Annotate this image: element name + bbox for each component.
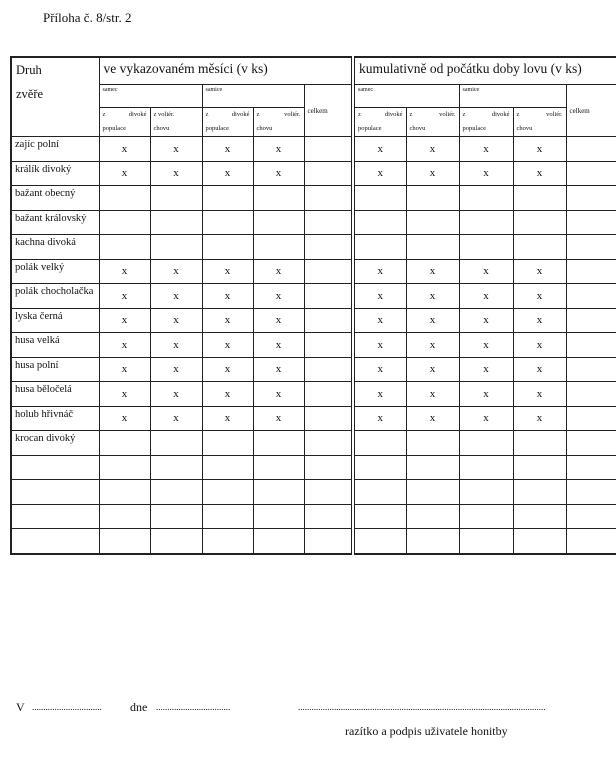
sub-header-text: voliér. xyxy=(439,111,456,118)
crossed-out-cell: x xyxy=(202,333,253,358)
species-name[interactable]: holub hřivnáč xyxy=(11,406,99,431)
species-name[interactable]: bažant královský xyxy=(11,210,99,235)
sub-header-text: voliér. xyxy=(546,111,563,118)
total-cell[interactable] xyxy=(566,480,616,505)
total-cell[interactable] xyxy=(566,161,616,186)
crossed-out-cell: x xyxy=(459,161,513,186)
count-cell[interactable] xyxy=(202,455,253,480)
crossed-out-cell: x xyxy=(253,259,304,284)
count-cell[interactable] xyxy=(406,529,459,554)
crossed-out-cell: x xyxy=(253,161,304,186)
count-cell[interactable] xyxy=(513,431,566,456)
species-name[interactable]: kachna divoká xyxy=(11,235,99,260)
count-cell[interactable] xyxy=(513,480,566,505)
crossed-out-cell: x xyxy=(459,259,513,284)
count-cell[interactable] xyxy=(253,455,304,480)
crossed-out-cell: x xyxy=(202,259,253,284)
crossed-out-cell: x xyxy=(513,259,566,284)
total-cell[interactable] xyxy=(304,504,353,529)
total-cell[interactable] xyxy=(304,406,353,431)
sub-header-text: z xyxy=(462,111,466,118)
crossed-out-cell: x xyxy=(406,161,459,186)
sub-header-text: voliér. xyxy=(284,111,301,118)
count-cell[interactable] xyxy=(353,186,406,211)
count-cell[interactable] xyxy=(406,235,459,260)
crossed-out-cell: x xyxy=(459,308,513,333)
count-cell[interactable] xyxy=(459,455,513,480)
sub-header-text: chovu xyxy=(256,125,273,132)
count-cell[interactable] xyxy=(459,480,513,505)
count-cell[interactable] xyxy=(459,529,513,554)
count-cell[interactable] xyxy=(353,431,406,456)
species-name[interactable] xyxy=(11,529,99,554)
count-cell[interactable] xyxy=(150,504,202,529)
table-row xyxy=(11,504,616,529)
table-row xyxy=(11,259,616,284)
table-row xyxy=(11,235,616,260)
crossed-out-cell: x xyxy=(202,161,253,186)
table-row xyxy=(11,431,616,456)
total-cell[interactable] xyxy=(566,357,616,382)
sex-male-month: samec xyxy=(99,85,202,108)
count-cell[interactable] xyxy=(253,431,304,456)
total-cell[interactable] xyxy=(304,235,353,260)
crossed-out-cell: x xyxy=(459,382,513,407)
count-cell[interactable] xyxy=(202,431,253,456)
date-label: dne xyxy=(130,700,148,714)
count-cell[interactable] xyxy=(406,431,459,456)
total-cell[interactable] xyxy=(304,308,353,333)
place-field[interactable]: ............................... xyxy=(32,702,102,712)
count-cell[interactable] xyxy=(459,235,513,260)
count-cell[interactable] xyxy=(99,504,150,529)
species-name[interactable]: husa polní xyxy=(11,357,99,382)
crossed-out-cell: x xyxy=(406,284,459,309)
crossed-out-cell: x xyxy=(253,357,304,382)
crossed-out-cell: x xyxy=(150,284,202,309)
count-cell[interactable] xyxy=(150,186,202,211)
sub-header-text: chovu xyxy=(409,125,426,132)
signature-caption: razítko a podpis uživatele honitby xyxy=(345,724,508,738)
crossed-out-cell: x xyxy=(353,406,406,431)
count-cell[interactable] xyxy=(513,504,566,529)
crossed-out-cell: x xyxy=(353,137,406,162)
crossed-out-cell: x xyxy=(150,137,202,162)
annex-label: Příloha č. 8/str. 2 xyxy=(43,10,132,25)
crossed-out-cell: x xyxy=(406,308,459,333)
aviary-male-cumulative xyxy=(406,108,459,137)
crossed-out-cell: x xyxy=(513,137,566,162)
total-cell[interactable] xyxy=(566,382,616,407)
signature-field[interactable]: .............................................................................................................. xyxy=(298,702,546,712)
crossed-out-cell: x xyxy=(513,161,566,186)
table-row xyxy=(11,308,616,333)
total-cell[interactable] xyxy=(304,480,353,505)
total-cell[interactable] xyxy=(304,333,353,358)
count-cell[interactable] xyxy=(513,210,566,235)
table-row xyxy=(11,333,616,358)
total-cell[interactable] xyxy=(566,235,616,260)
aviary-female-month xyxy=(253,108,304,137)
count-cell[interactable] xyxy=(99,186,150,211)
crossed-out-cell: x xyxy=(202,284,253,309)
species-name[interactable]: krocan divoký xyxy=(11,431,99,456)
total-cell[interactable] xyxy=(304,382,353,407)
table-row xyxy=(11,480,616,505)
count-cell[interactable] xyxy=(513,186,566,211)
count-cell[interactable] xyxy=(353,235,406,260)
total-cell[interactable] xyxy=(566,333,616,358)
crossed-out-cell: x xyxy=(99,357,150,382)
total-cell[interactable] xyxy=(304,259,353,284)
species-name[interactable]: polák velký xyxy=(11,259,99,284)
date-field[interactable]: ................................. xyxy=(156,702,231,712)
total-header-cumulative: celkem xyxy=(566,85,616,137)
total-cell[interactable] xyxy=(566,504,616,529)
sub-header-text: divoké xyxy=(231,111,250,118)
sub-header-text: divoké xyxy=(384,111,403,118)
sub-header-text: z xyxy=(358,111,361,118)
group-header-cumulative: kumulativně od počátku doby lovu (v ks) xyxy=(353,57,616,85)
count-cell[interactable] xyxy=(150,529,202,554)
count-cell[interactable] xyxy=(202,186,253,211)
count-cell[interactable] xyxy=(150,431,202,456)
count-cell[interactable] xyxy=(406,210,459,235)
total-cell[interactable] xyxy=(566,259,616,284)
crossed-out-cell: x xyxy=(406,137,459,162)
count-cell[interactable] xyxy=(253,529,304,554)
total-header-month: celkem xyxy=(304,85,353,137)
species-name[interactable]: králík divoký xyxy=(11,161,99,186)
count-cell[interactable] xyxy=(150,235,202,260)
table-row xyxy=(11,137,616,162)
crossed-out-cell: x xyxy=(406,406,459,431)
count-cell[interactable] xyxy=(353,504,406,529)
sub-header-text: populace xyxy=(205,125,229,132)
total-cell[interactable] xyxy=(566,284,616,309)
sub-header-text: divoké xyxy=(128,111,147,118)
crossed-out-cell: x xyxy=(459,333,513,358)
count-cell[interactable] xyxy=(406,186,459,211)
total-cell[interactable] xyxy=(566,455,616,480)
count-cell[interactable] xyxy=(353,480,406,505)
crossed-out-cell: x xyxy=(513,406,566,431)
count-cell[interactable] xyxy=(253,186,304,211)
wild-pop-female-cumulative xyxy=(459,108,513,137)
sub-header-text: populace xyxy=(102,125,126,132)
crossed-out-cell: x xyxy=(99,382,150,407)
count-cell[interactable] xyxy=(253,210,304,235)
crossed-out-cell: x xyxy=(99,137,150,162)
count-cell[interactable] xyxy=(253,235,304,260)
crossed-out-cell: x xyxy=(513,284,566,309)
crossed-out-cell: x xyxy=(353,382,406,407)
sub-header-text: z xyxy=(205,111,209,118)
sex-female-month: samice xyxy=(202,85,304,108)
crossed-out-cell: x xyxy=(253,333,304,358)
sex-female-cumulative: samice xyxy=(459,85,566,108)
wild-pop-male-cumulative xyxy=(353,108,406,137)
count-cell[interactable] xyxy=(353,529,406,554)
species-name[interactable] xyxy=(11,504,99,529)
total-cell[interactable] xyxy=(566,431,616,456)
total-cell[interactable] xyxy=(304,455,353,480)
crossed-out-cell: x xyxy=(99,333,150,358)
count-cell[interactable] xyxy=(353,210,406,235)
count-cell[interactable] xyxy=(253,480,304,505)
species-name[interactable]: polák chocholačka xyxy=(11,284,99,309)
table-row xyxy=(11,529,616,554)
total-cell[interactable] xyxy=(566,137,616,162)
species-header xyxy=(11,57,99,137)
count-cell[interactable] xyxy=(202,235,253,260)
crossed-out-cell: x xyxy=(253,406,304,431)
sub-header-text: chovu xyxy=(153,125,170,132)
total-cell[interactable] xyxy=(304,186,353,211)
crossed-out-cell: x xyxy=(513,308,566,333)
total-cell[interactable] xyxy=(304,137,353,162)
crossed-out-cell: x xyxy=(406,259,459,284)
total-cell[interactable] xyxy=(304,210,353,235)
crossed-out-cell: x xyxy=(99,284,150,309)
crossed-out-cell: x xyxy=(353,308,406,333)
crossed-out-cell: x xyxy=(99,308,150,333)
crossed-out-cell: x xyxy=(353,161,406,186)
count-cell[interactable] xyxy=(150,210,202,235)
sub-header-text: z voliér. xyxy=(153,111,175,118)
count-cell[interactable] xyxy=(202,529,253,554)
crossed-out-cell: x xyxy=(353,357,406,382)
total-cell[interactable] xyxy=(304,529,353,554)
species-header-line2: zvěře xyxy=(16,87,44,101)
total-cell[interactable] xyxy=(304,431,353,456)
total-cell[interactable] xyxy=(566,529,616,554)
sub-header-text: populace xyxy=(358,125,382,132)
crossed-out-cell: x xyxy=(353,259,406,284)
sub-header-text: z xyxy=(256,111,260,118)
sex-male-cumulative: samec xyxy=(353,85,459,108)
species-name[interactable]: bažant obecný xyxy=(11,186,99,211)
crossed-out-cell: x xyxy=(202,308,253,333)
table-row xyxy=(11,455,616,480)
total-cell[interactable] xyxy=(304,161,353,186)
crossed-out-cell: x xyxy=(353,333,406,358)
crossed-out-cell: x xyxy=(99,259,150,284)
species-name[interactable]: lyska černá xyxy=(11,308,99,333)
count-cell[interactable] xyxy=(513,529,566,554)
crossed-out-cell: x xyxy=(150,308,202,333)
total-cell[interactable] xyxy=(566,186,616,211)
count-cell[interactable] xyxy=(99,431,150,456)
crossed-out-cell: x xyxy=(406,382,459,407)
count-cell[interactable] xyxy=(99,210,150,235)
count-cell[interactable] xyxy=(459,210,513,235)
count-cell[interactable] xyxy=(459,186,513,211)
species-name[interactable] xyxy=(11,480,99,505)
species-name[interactable] xyxy=(11,455,99,480)
crossed-out-cell: x xyxy=(202,382,253,407)
sub-header-text: z xyxy=(102,111,106,118)
table-row xyxy=(11,210,616,235)
count-cell[interactable] xyxy=(150,455,202,480)
crossed-out-cell: x xyxy=(513,382,566,407)
crossed-out-cell: x xyxy=(353,284,406,309)
crossed-out-cell: x xyxy=(99,406,150,431)
count-cell[interactable] xyxy=(406,504,459,529)
crossed-out-cell: x xyxy=(150,357,202,382)
count-cell[interactable] xyxy=(459,431,513,456)
table-row xyxy=(11,382,616,407)
table-row xyxy=(11,406,616,431)
crossed-out-cell: x xyxy=(406,333,459,358)
wild-pop-female-month xyxy=(202,108,253,137)
aviary-female-cumulative xyxy=(513,108,566,137)
crossed-out-cell: x xyxy=(459,137,513,162)
species-name[interactable]: zajíc polní xyxy=(11,137,99,162)
crossed-out-cell: x xyxy=(150,333,202,358)
species-name[interactable]: husa běločelá xyxy=(11,382,99,407)
sub-header-text: populace xyxy=(462,125,486,132)
count-cell[interactable] xyxy=(99,480,150,505)
species-name[interactable]: husa velká xyxy=(11,333,99,358)
total-cell[interactable] xyxy=(566,308,616,333)
crossed-out-cell: x xyxy=(202,406,253,431)
species-header-line1: Druh xyxy=(16,63,42,77)
table-row xyxy=(11,284,616,309)
crossed-out-cell: x xyxy=(253,284,304,309)
crossed-out-cell: x xyxy=(459,406,513,431)
crossed-out-cell: x xyxy=(202,137,253,162)
crossed-out-cell: x xyxy=(150,406,202,431)
group-header-month: ve vykazovaném měsíci (v ks) xyxy=(99,57,353,85)
count-cell[interactable] xyxy=(513,455,566,480)
total-cell[interactable] xyxy=(566,406,616,431)
crossed-out-cell: x xyxy=(253,382,304,407)
count-cell[interactable] xyxy=(406,455,459,480)
sub-header-text: z xyxy=(516,111,520,118)
count-cell[interactable] xyxy=(253,504,304,529)
crossed-out-cell: x xyxy=(99,161,150,186)
total-cell[interactable] xyxy=(566,210,616,235)
count-cell[interactable] xyxy=(202,210,253,235)
count-cell[interactable] xyxy=(406,480,459,505)
count-cell[interactable] xyxy=(459,504,513,529)
count-cell[interactable] xyxy=(202,504,253,529)
crossed-out-cell: x xyxy=(253,308,304,333)
crossed-out-cell: x xyxy=(253,137,304,162)
table-row xyxy=(11,186,616,211)
count-cell[interactable] xyxy=(353,455,406,480)
crossed-out-cell: x xyxy=(406,357,459,382)
crossed-out-cell: x xyxy=(513,333,566,358)
count-cell[interactable] xyxy=(99,455,150,480)
sub-header-text: divoké xyxy=(491,111,510,118)
crossed-out-cell: x xyxy=(202,357,253,382)
count-cell[interactable] xyxy=(99,235,150,260)
count-cell[interactable] xyxy=(202,480,253,505)
hunting-report-table xyxy=(10,56,616,556)
crossed-out-cell: x xyxy=(513,357,566,382)
sub-header-text: z xyxy=(409,111,413,118)
aviary-male-month xyxy=(150,108,202,137)
sub-header-text: chovu xyxy=(516,125,533,132)
total-cell[interactable] xyxy=(304,357,353,382)
count-cell[interactable] xyxy=(150,480,202,505)
crossed-out-cell: x xyxy=(150,382,202,407)
crossed-out-cell: x xyxy=(150,259,202,284)
count-cell[interactable] xyxy=(99,529,150,554)
table-row xyxy=(11,357,616,382)
total-cell[interactable] xyxy=(304,284,353,309)
crossed-out-cell: x xyxy=(459,357,513,382)
wild-pop-male-month xyxy=(99,108,150,137)
crossed-out-cell: x xyxy=(150,161,202,186)
crossed-out-cell: x xyxy=(459,284,513,309)
place-label: V xyxy=(16,700,25,714)
table-row xyxy=(11,161,616,186)
count-cell[interactable] xyxy=(513,235,566,260)
